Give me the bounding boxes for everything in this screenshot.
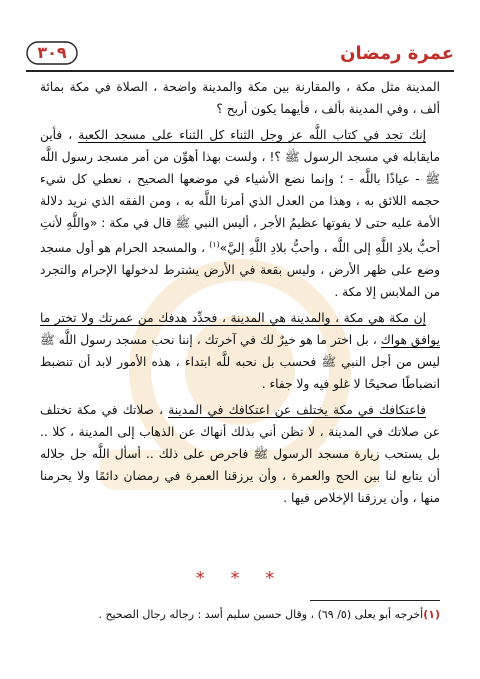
paragraph-text: المدينة مثل مكة ، والمقارنة بين مكة والمدينة واضحة ، الصلاة في مكة بمائة ألف ، وفي المدينة بألف ، فأيهما يكون أربح ؟ (40, 80, 440, 116)
footnote-mark: (١) (423, 608, 440, 621)
underlined-text: فاعتكافك في مكة يختلف عن اعتكافك في المدينة (168, 403, 427, 418)
paragraph (40, 76, 440, 120)
book-title: عمرة رمضان (340, 42, 454, 64)
footnote-reference: (١) (209, 240, 220, 249)
footnote-text: أخرجه أبو يعلى (٥/ ٦٩) ، وقال حسين سليم أسد : رجاله رجال الصحيح . (98, 608, 424, 621)
paragraph (40, 399, 440, 509)
paragraph-text: ، صلاتك في مكة تختلف عن صلاتك في المدينة ، لا تظن أني بذلك أنهاك عن الذهاب إلى المدينة ، كلا .. بل يستحب زيارة مسجد الرسول ﷺ فاحرص على ذلك .. أسأل اللَّه جل جلاله أن يتابع لنا بين الحج والعمرة ، وأن يرزقنا العمرة في رمضان دائمًا ولا يحرمنا منها ، وأن يرزقنا الإخلاص فيها . (40, 403, 440, 506)
page-number: ٣٠٩ (37, 43, 67, 62)
paragraph (40, 124, 440, 303)
page-number-badge (26, 40, 78, 66)
main-text (40, 76, 440, 513)
section-separator: * * * (195, 568, 285, 589)
footnote-rule (310, 600, 440, 601)
header-rule (26, 70, 454, 72)
paragraph (40, 307, 440, 395)
underlined-text: إنك تجد في كتاب اللَّه عز وجل الثناء كل الثناء على مسجد الكعبة (78, 128, 426, 142)
footnote (40, 606, 440, 624)
page-header (26, 38, 454, 68)
paragraph-text: ، والمسجد الحرام هو أول مسجد وضع على ظهر الأرض ، وليس بقعة في الأرض يشترط لدخولها الإحرام والتجرد من الملابس إلا مكة . (40, 241, 440, 300)
paragraph-text: ، فأين مايقابله في مسجد الرسول ﷺ ؟! ، ولست بهذا أهوِّن من أمر مسجد رسول اللَّه ﷺ - عياذًا باللَّه - ؛ وإنما نضع الأشياء في موضعها الصحيح ، نعطي كل شيء حجمه اللائق به ، وهذا من العدل الذي أمرنا اللَّه به ، ومن الفقه الذي نريد دلالة الأمة عليه حتى لا يفوتها عظيمُ الأجر ، أليس النبي ﷺ قال في مكة : «واللَّهِ لأنتِ أحبُّ بلادِ اللَّهِ إلى اللَّه ، وأحبُّ بلادِ اللَّهِ إليَّ» (40, 128, 441, 256)
underlined-text: إن مكة هي مكة ، والمدينة هي المدينة ، فحدِّد هدفك من عمرتك ولا تختر ما يوافق هواك (40, 311, 440, 348)
paragraph-text: ، بل اختر ما هو خيرٌ لك في آخرتك ، إننا نحب مسجد رسول اللَّه ﷺ ليس من أجل النبي ﷺ فحسب بل نحبه للَّه ابتداء ، هذه الأمور لابد أن تنضبط انضباطًا صحيحًا لا غلو فيه ولا جفاء . (40, 333, 440, 392)
